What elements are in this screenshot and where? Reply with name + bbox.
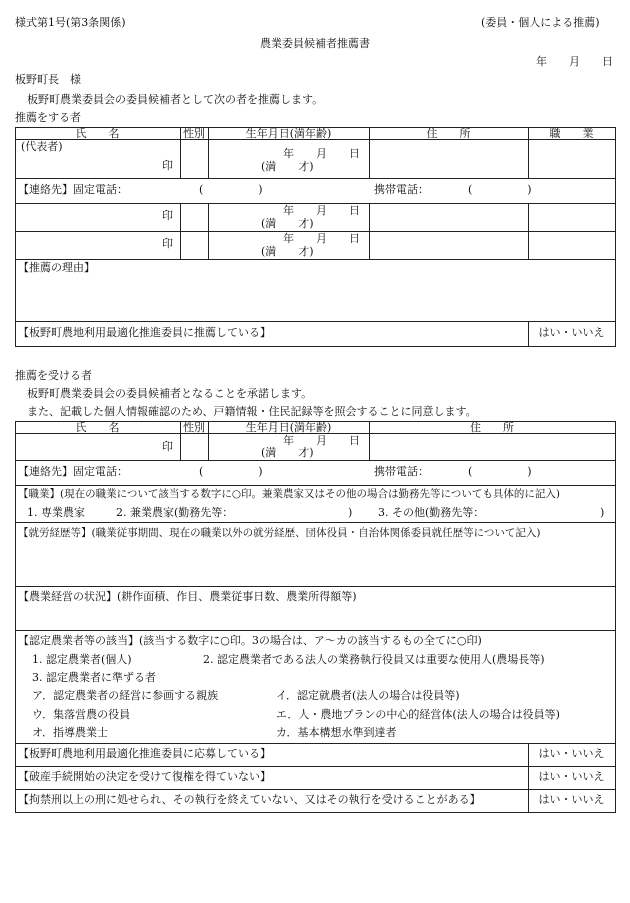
question-bankruptcy-yes-no[interactable]: はい・いいえ <box>538 770 605 783</box>
birth-date-ymd: 年 月 日 <box>283 204 360 217</box>
seal-mark: 印 <box>162 440 173 453</box>
grid-line <box>615 127 616 347</box>
grid-line <box>15 178 615 179</box>
grid-line <box>180 203 181 260</box>
grid-line <box>15 812 615 813</box>
birth-age: (満 才) <box>261 160 314 173</box>
grid-line <box>15 485 615 486</box>
recommender-section-title: 推薦をする者 <box>15 111 81 124</box>
job-option-3-close: ) <box>600 506 605 519</box>
farm-status-label: 【農業経営の状況】(耕作面積、作目、農業従事日数、農業所得額等) <box>18 590 357 603</box>
cert-option-e[interactable]: エ．人・農地プランの中心的経営体(法人の場合は役員等) <box>276 708 560 721</box>
grid-line <box>15 630 615 631</box>
job-option-2[interactable]: 2. 兼業農家(勤務先等： <box>116 506 234 519</box>
grid-line <box>15 743 615 744</box>
col-header-name: 氏 名 <box>75 127 120 140</box>
cert-option-a[interactable]: ア．認定農業者の経営に参画する親族 <box>32 689 219 702</box>
contact-phone-paren: ( ) <box>199 465 263 478</box>
col-header-job: 職 業 <box>549 127 594 140</box>
grid-line <box>369 203 370 260</box>
mobile-phone-label: 携帯電話： <box>374 183 429 196</box>
col-header-birth: 生年月日(満年齢) <box>245 421 332 434</box>
grid-line <box>15 586 615 587</box>
job-option-2-close: ) <box>348 506 353 519</box>
col-header-sex: 性別 <box>183 127 205 140</box>
grid-line <box>15 421 16 813</box>
birth-age: (満 才) <box>261 245 314 258</box>
cert-option-1[interactable]: 1. 認定農業者(個人) <box>32 653 132 666</box>
mobile-phone-paren: ( ) <box>468 183 532 196</box>
cert-option-ka[interactable]: カ．基本構想水準到達者 <box>276 726 397 739</box>
col-header-name: 氏 名 <box>75 421 120 434</box>
col-header-birth: 生年月日(満年齢) <box>245 127 332 140</box>
cert-option-u[interactable]: ウ．集落営農の役員 <box>32 708 131 721</box>
cert-option-o[interactable]: オ．指導農業士 <box>32 726 109 739</box>
seal-mark: 印 <box>162 159 173 172</box>
recommended-section-title: 推薦を受ける者 <box>15 369 92 382</box>
job-option-1[interactable]: 1. 専業農家 <box>27 506 85 519</box>
consent-text-2: また、記載した個人情報確認のため、戸籍情報・住民記録等を照会することに同意します。 <box>27 405 477 418</box>
consent-text-1: 板野町農業委員会の委員候補者となることを承諾します。 <box>27 387 313 400</box>
grid-line <box>15 346 615 347</box>
cert-option-3[interactable]: 3. 認定農業者に準ずる者 <box>32 671 156 684</box>
grid-line <box>15 789 615 790</box>
reason-label: 【推薦の理由】 <box>18 261 95 274</box>
grid-line <box>15 259 615 260</box>
question-bankruptcy: 【破産手続開始の決定を受けて復権を得ていない】 <box>18 770 271 783</box>
certification-label: 【認定農業者等の該当】(該当する数字に○印。3の場合は、ア～カの該当するもの全てに○印) <box>18 634 482 647</box>
date-year-label: 年 <box>536 55 547 68</box>
grid-line <box>208 203 209 260</box>
question-imprisonment: 【拘禁刑以上の刑に処せられ、その執行を終えていない、又はその執行を受けることがある】 <box>18 793 481 806</box>
date-day-label: 日 <box>602 55 613 68</box>
seal-mark: 印 <box>162 237 173 250</box>
mobile-phone-label: 携帯電話： <box>374 465 429 478</box>
question-imprisonment-yes-no[interactable]: はい・いいえ <box>538 793 605 806</box>
birth-age: (満 才) <box>261 217 314 230</box>
birth-date-ymd: 年 月 日 <box>283 434 360 447</box>
form-id: 様式第1号(第3条関係) <box>15 16 126 29</box>
grid-line <box>615 421 616 813</box>
job-option-3[interactable]: 3. その他(勤務先等： <box>378 506 485 519</box>
grid-line <box>15 522 615 523</box>
seal-mark: 印 <box>162 209 173 222</box>
contact-phone-paren: ( ) <box>199 183 263 196</box>
grid-line <box>15 460 615 461</box>
contact-phone-label: 【連絡先】固定電話： <box>18 183 128 196</box>
grid-line <box>15 766 615 767</box>
committee-recommend-yes-no[interactable]: はい・いいえ <box>538 326 605 339</box>
page-title: 農業委員候補者推薦書 <box>260 37 370 50</box>
cert-option-i[interactable]: イ．認定就農者(法人の場合は役員等) <box>276 689 460 702</box>
grid-line <box>528 203 529 260</box>
career-label: 【就労経歴等】(職業従事期間、現在の職業以外の就労経歴、団体役員・自治体関係委員就任歴等について記入) <box>18 527 541 539</box>
cert-option-2[interactable]: 2. 認定農業者である法人の業務執行役員又は重要な使用人(農場長等) <box>203 653 545 666</box>
col-header-sex: 性別 <box>183 421 205 434</box>
birth-date-ymd: 年 月 日 <box>283 147 360 160</box>
job-label: 【職業】(現在の職業について該当する数字に○印。兼業農家又はその他の場合は勤務先等についても具体的に記入) <box>18 488 560 500</box>
col-header-address: 住 所 <box>470 421 514 434</box>
question-applied-committee-yes-no[interactable]: はい・いいえ <box>538 747 605 760</box>
intro-text: 板野町農業委員会の委員候補者として次の者を推薦します。 <box>27 93 324 106</box>
grid-line <box>15 127 16 347</box>
committee-recommend-label: 【板野町農地利用最適化推進委員に推薦している】 <box>18 326 271 339</box>
col-header-address: 住 所 <box>426 127 471 140</box>
birth-age: (満 才) <box>261 446 314 459</box>
mobile-phone-paren: ( ) <box>468 465 532 478</box>
birth-date-ymd: 年 月 日 <box>283 232 360 245</box>
grid-line <box>15 321 615 322</box>
question-applied-committee: 【板野町農地利用最適化推進委員に応募している】 <box>18 747 271 760</box>
representative-label: (代表者) <box>21 140 63 153</box>
form-type: (委員・個人による推薦) <box>481 16 600 29</box>
date-month-label: 月 <box>569 55 580 68</box>
addressee: 板野町長 様 <box>15 73 81 86</box>
contact-phone-label: 【連絡先】固定電話： <box>18 465 128 478</box>
